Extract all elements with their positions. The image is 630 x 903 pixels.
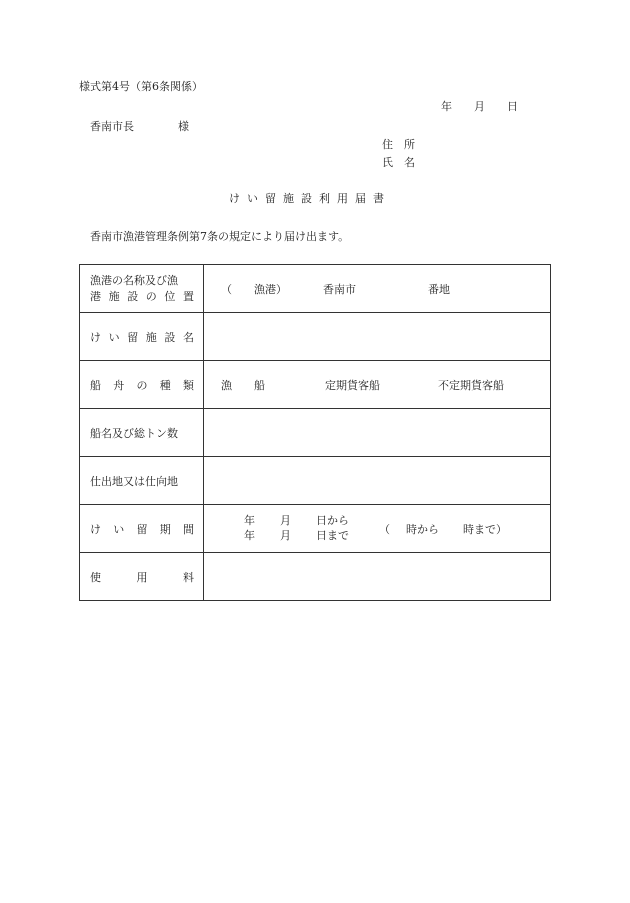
period-time-from: 時から — [406, 522, 439, 536]
table-row-location — [80, 265, 551, 313]
date-month-label: 月 — [474, 100, 485, 113]
fee-label-cell — [80, 553, 204, 601]
period-to-day: 日まで — [316, 528, 349, 542]
vessel-type-value-cell[interactable] — [204, 361, 551, 409]
date-day-label: 日 — [507, 100, 518, 113]
period-to-month: 月 — [280, 528, 291, 542]
origin-destination-label-cell — [80, 457, 204, 505]
date-line — [441, 101, 518, 112]
date-year-label: 年 — [441, 100, 452, 113]
body-statement: 香南市漁港管理条例第7条の規定により届け出ます。 — [90, 230, 350, 243]
facility-name-label-cell — [80, 313, 204, 361]
location-city: 香南市 — [323, 282, 356, 296]
facility-name-value-cell[interactable] — [204, 313, 551, 361]
origin-destination-value-cell[interactable] — [204, 457, 551, 505]
period-from-day: 日から — [316, 514, 349, 528]
table-row-vessel-name — [80, 409, 551, 457]
vessel-type-label-cell — [80, 361, 204, 409]
vessel-type-option-scheduled[interactable]: 定期貨客船 — [325, 378, 380, 392]
location-label-line2: 港 施 設 の 位 置 — [90, 289, 194, 303]
location-label-cell — [80, 265, 204, 313]
vessel-type-option-fishing[interactable]: 漁 船 — [221, 378, 265, 392]
addressee-name: 香南市長 — [90, 120, 134, 133]
applicant-address-label: 住 所 — [382, 138, 415, 151]
document-title: けい留施設利用届書 — [229, 192, 391, 205]
facility-name-label: け い 留 施 設 名 — [90, 330, 194, 344]
vessel-name-label-cell — [80, 409, 204, 457]
location-banchi: 番地 — [428, 282, 450, 296]
fee-label: 使 用 料 — [90, 570, 194, 584]
period-time-paren-open: （ — [379, 522, 390, 536]
vessel-name-label: 船名及び総トン数 — [90, 426, 178, 440]
mooring-period-dates — [244, 514, 349, 543]
period-from-month: 月 — [280, 514, 291, 528]
location-port-suffix: 漁港） — [254, 282, 287, 296]
table-row-fee — [80, 553, 551, 601]
period-to-year: 年 — [244, 528, 255, 542]
period-from-year: 年 — [244, 514, 255, 528]
table-row-mooring-period — [80, 505, 551, 553]
vessel-type-option-unscheduled[interactable]: 不定期貨客船 — [438, 378, 504, 392]
location-value-cell[interactable] — [204, 265, 551, 313]
mooring-period-value-cell[interactable] — [204, 505, 551, 553]
table-row-origin-destination — [80, 457, 551, 505]
addressee-honorific: 様 — [178, 120, 189, 133]
vessel-name-value-cell[interactable] — [204, 409, 551, 457]
applicant-name-label: 氏 名 — [382, 156, 415, 169]
form-number-label: 様式第4号（第6条関係） — [79, 80, 203, 93]
table-row-facility-name — [80, 313, 551, 361]
table-row-vessel-type — [80, 361, 551, 409]
facility-use-table — [79, 264, 551, 601]
origin-destination-label: 仕出地又は仕向地 — [90, 474, 178, 488]
vessel-type-label: 船 舟 の 種 類 — [90, 378, 194, 392]
location-paren-open: （ — [221, 282, 232, 296]
period-time-to: 時まで） — [463, 522, 507, 536]
mooring-period-label-cell — [80, 505, 204, 553]
fee-value-cell[interactable] — [204, 553, 551, 601]
mooring-period-label: け い 留 期 間 — [90, 522, 194, 536]
addressee — [90, 121, 189, 132]
location-label-line1: 漁港の名称及び漁 — [90, 273, 178, 287]
